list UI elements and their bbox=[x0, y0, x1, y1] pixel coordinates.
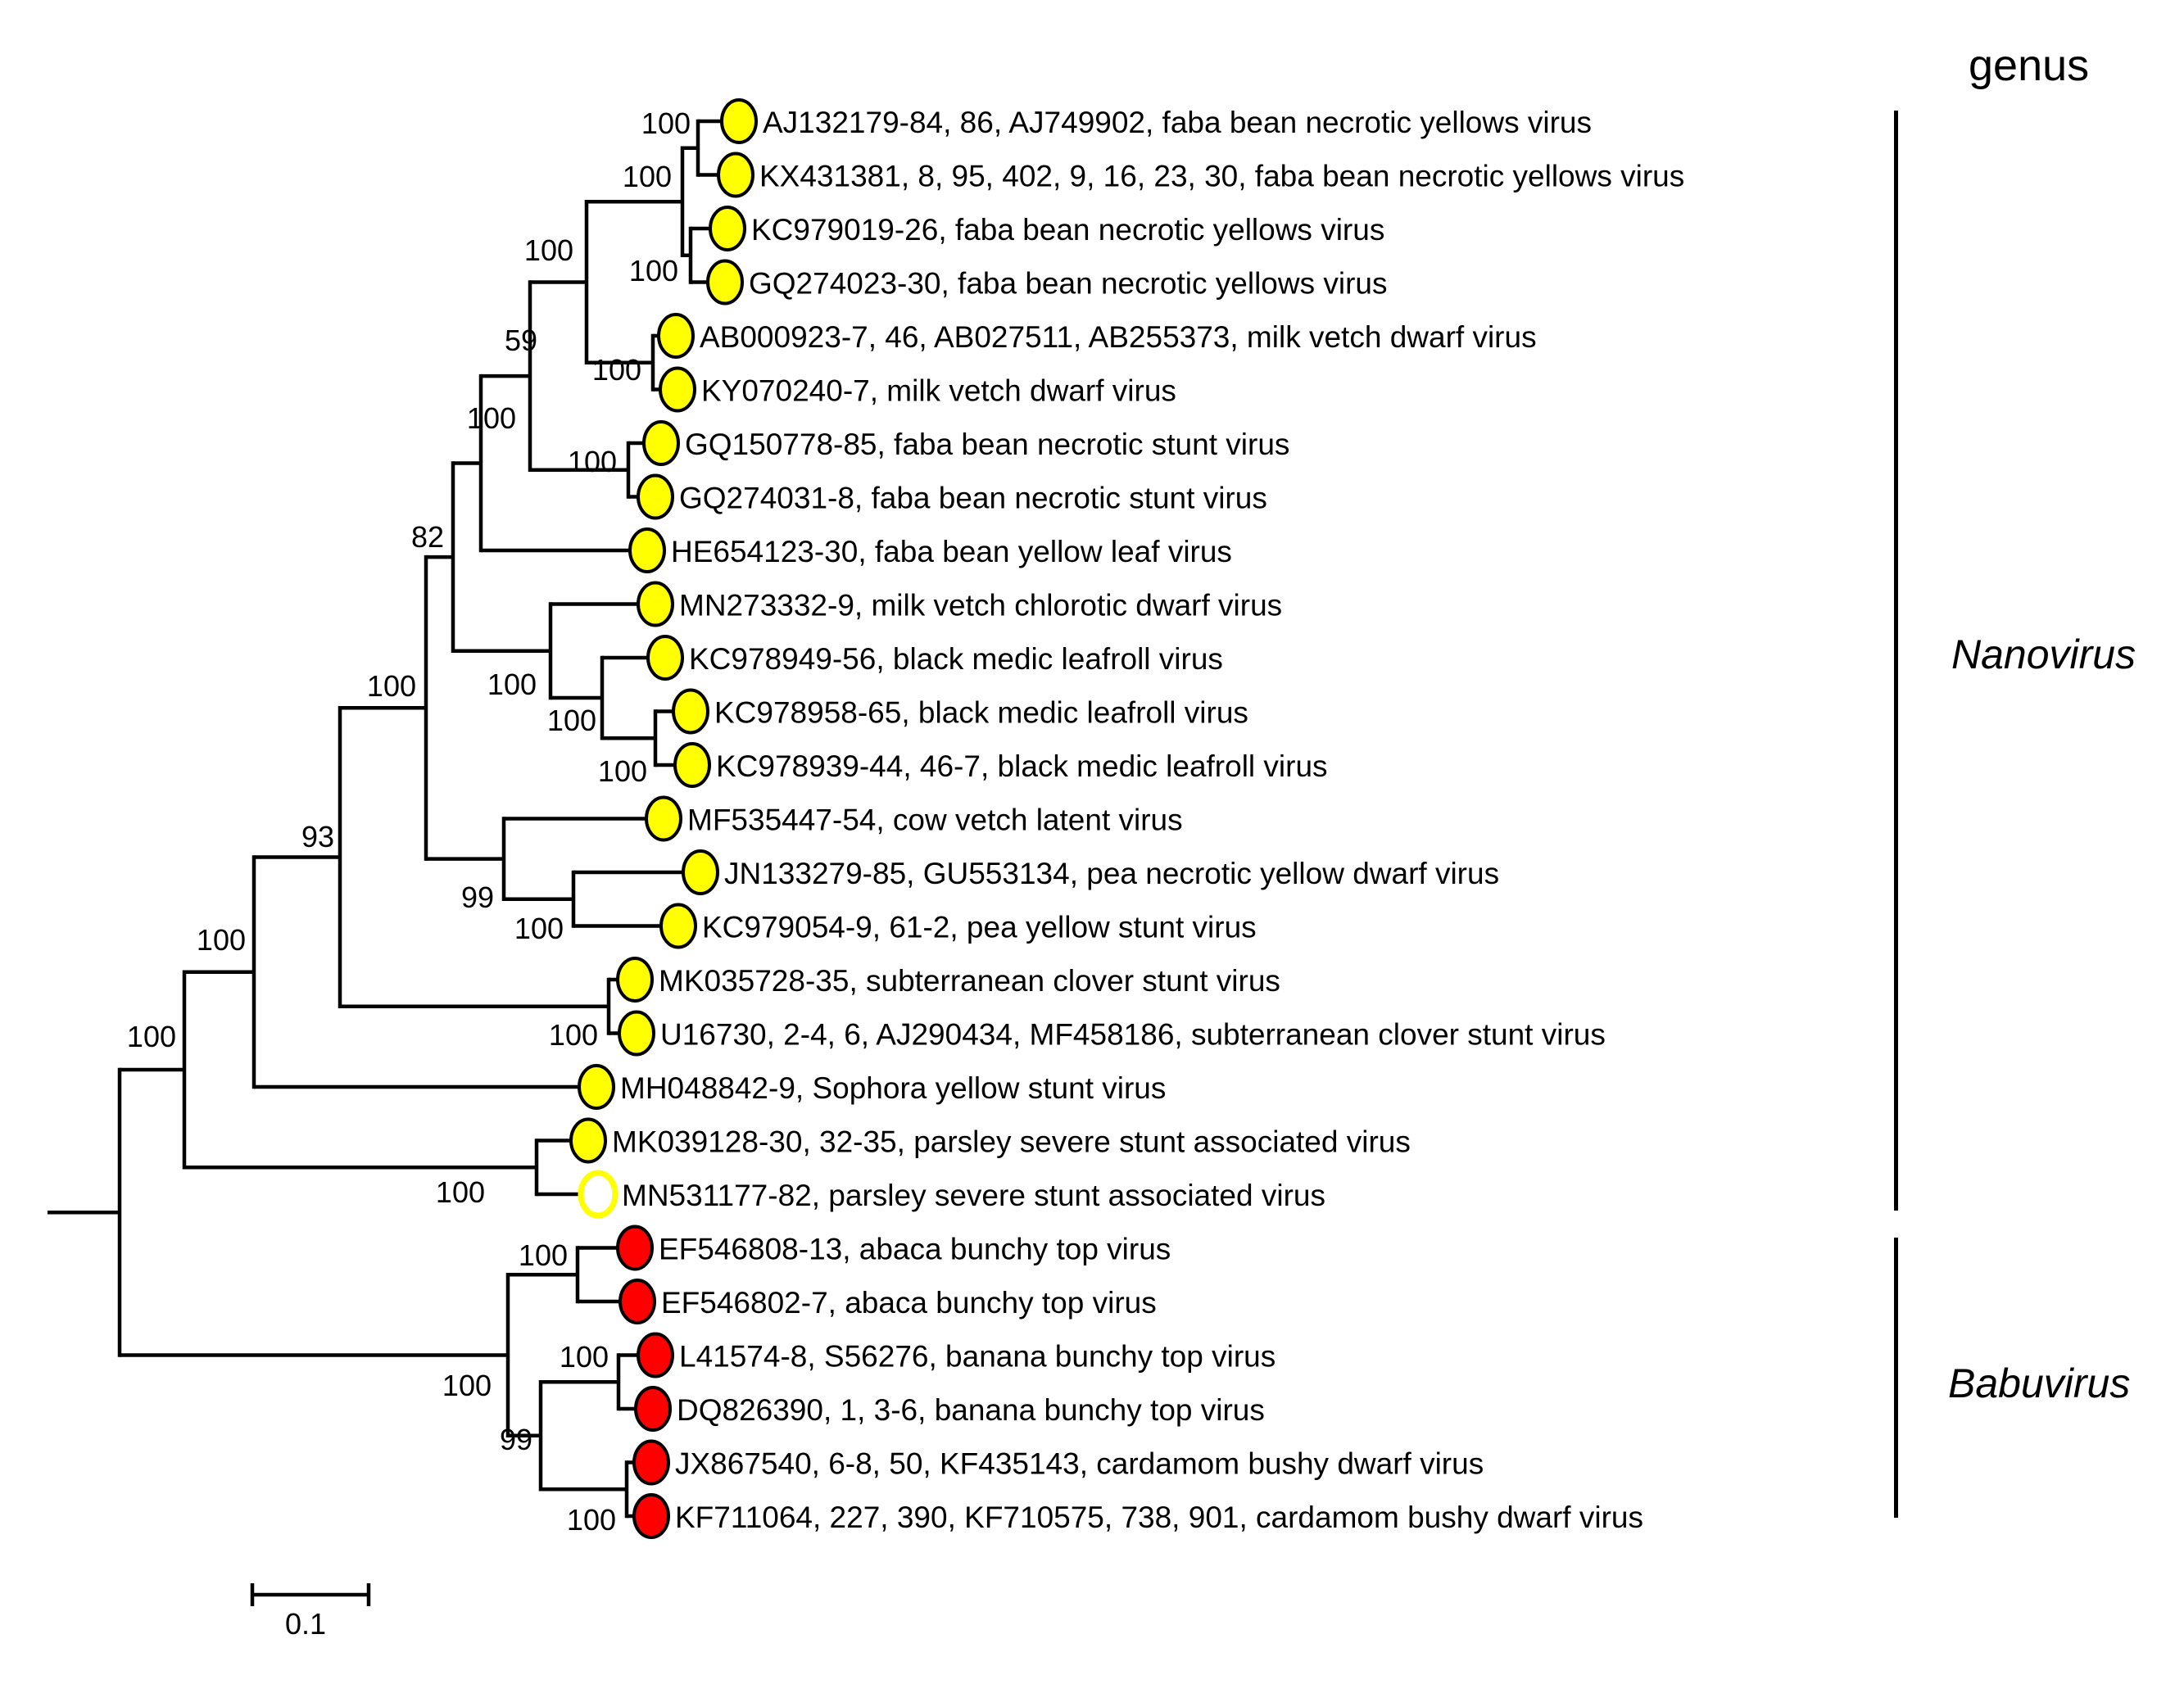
taxon-label: KY070240-7, milk vetch dwarf virus bbox=[701, 373, 1176, 408]
bootstrap-support-label: 100 bbox=[622, 160, 672, 193]
taxon-label: KC978958-65, black medic leafroll virus bbox=[714, 695, 1248, 730]
tree-layer bbox=[48, 100, 1684, 1537]
bootstrap-support-label: 100 bbox=[196, 923, 246, 957]
genus-label-babuvirus: Babuvirus bbox=[1948, 1360, 2131, 1406]
nanovirus-tip-circle bbox=[638, 583, 673, 626]
taxon-label: AB000923-7, 46, AB027511, AB255373, milk vetch dwarf virus bbox=[700, 320, 1537, 354]
bootstrap-support-label: 100 bbox=[466, 401, 516, 435]
taxon-label: KC979019-26, faba bean necrotic yellows virus bbox=[751, 213, 1385, 247]
bootstrap-support-label: 100 bbox=[546, 704, 596, 737]
taxon-label: KC978939-44, 46-7, black medic leafroll virus bbox=[716, 749, 1328, 783]
nanovirus-tip-circle bbox=[683, 851, 718, 894]
babuvirus-tip-circle bbox=[620, 1280, 655, 1323]
genus-column-header: genus bbox=[1969, 41, 2090, 90]
bootstrap-support-label: 82 bbox=[410, 520, 444, 554]
babuvirus-bracket-bar bbox=[1894, 1238, 1898, 1518]
nanovirus-tip-circle bbox=[579, 1066, 614, 1108]
nanovirus-tip-circle bbox=[718, 154, 753, 197]
taxon-label: JX867540, 6-8, 50, KF435143, cardamom bushy dwarf virus bbox=[675, 1446, 1484, 1481]
bootstrap-support-label: 100 bbox=[566, 1503, 616, 1537]
taxon-label: EF546808-13, abaca bunchy top virus bbox=[659, 1232, 1171, 1266]
bootstrap-support-label: 93 bbox=[301, 820, 334, 853]
genus-label-nanovirus: Nanovirus bbox=[1951, 632, 2136, 677]
bootstrap-support-label: 100 bbox=[126, 1020, 176, 1053]
nanovirus-tip-circle bbox=[722, 100, 756, 143]
bootstrap-support-label: 100 bbox=[591, 353, 641, 387]
scale-bar-label: 0.1 bbox=[284, 1607, 327, 1641]
nanovirus-tip-circle bbox=[638, 476, 673, 518]
bootstrap-support-label: 100 bbox=[628, 254, 678, 287]
nanovirus-tip-circle bbox=[710, 207, 745, 250]
nanovirus-tip-circle bbox=[648, 636, 682, 679]
nanovirus-tip-circle bbox=[660, 369, 695, 411]
nanovirus-tip-circle bbox=[661, 905, 696, 948]
bootstrap-support-label: 100 bbox=[518, 1238, 568, 1272]
babuvirus-tip-circle bbox=[634, 1495, 668, 1537]
bootstrap-support-label: 99 bbox=[460, 880, 494, 914]
taxon-label: KC978949-56, black medic leafroll virus bbox=[689, 642, 1223, 676]
taxon-label: JN133279-85, GU553134, pea necrotic yellow dwarf virus bbox=[724, 857, 1500, 890]
bootstrap-support-label: 100 bbox=[523, 233, 573, 267]
taxon-label: EF546802-7, abaca bunchy top virus bbox=[661, 1286, 1157, 1320]
bootstrap-support-label: 100 bbox=[366, 669, 416, 703]
bootstrap-support-label: 59 bbox=[504, 324, 537, 357]
bootstrap-support-label: 100 bbox=[487, 668, 537, 701]
taxon-label: AJ132179-84, 86, AJ749902, faba bean necrotic yellows virus bbox=[763, 106, 1592, 139]
bootstrap-support-label: 100 bbox=[567, 445, 617, 478]
taxon-label: HE654123-30, faba bean yellow leaf virus bbox=[671, 535, 1232, 568]
taxon-label: KF711064, 227, 390, KF710575, 738, 901, cardamom bushy dwarf virus bbox=[675, 1501, 1643, 1534]
nanovirus-tip-circle bbox=[619, 1012, 654, 1055]
bootstrap-support-label: 100 bbox=[597, 754, 647, 788]
babuvirus-tip-circle bbox=[618, 1227, 652, 1270]
taxon-label: GQ274023-30, faba bean necrotic yellows virus bbox=[749, 266, 1388, 301]
nanovirus-tip-circle bbox=[618, 958, 652, 1001]
babuvirus-tip-circle bbox=[638, 1334, 673, 1377]
bootstrap-support-label: 99 bbox=[499, 1423, 532, 1456]
nanovirus-tip-circle bbox=[673, 690, 708, 733]
bootstrap-support-label: 100 bbox=[514, 912, 564, 945]
nanovirus-tip-circle bbox=[675, 744, 709, 786]
taxon-label: MN273332-9, milk vetch chlorotic dwarf virus bbox=[679, 588, 1283, 622]
babuvirus-tip-circle bbox=[636, 1387, 670, 1430]
nanovirus-tip-circle bbox=[646, 798, 681, 840]
nanovirus-tip-circle bbox=[708, 261, 742, 304]
nanovirus-tip-circle bbox=[571, 1120, 605, 1162]
bootstrap-support-label: 100 bbox=[548, 1018, 598, 1052]
bootstrap-support-label: 100 bbox=[435, 1175, 485, 1209]
taxon-label: U16730, 2-4, 6, AJ290434, MF458186, subterranean clover stunt virus bbox=[660, 1017, 1606, 1052]
nanovirus-tip-circle bbox=[644, 422, 678, 464]
bootstrap-support-label: 100 bbox=[559, 1340, 609, 1374]
bootstrap-support-label: 100 bbox=[641, 106, 691, 140]
taxon-label: KX431381, 8, 95, 402, 9, 16, 23, 30, faba bean necrotic yellows virus bbox=[759, 159, 1685, 193]
taxon-label: MN531177-82, parsley severe stunt associated virus bbox=[622, 1179, 1325, 1212]
babuvirus-tip-circle bbox=[634, 1442, 668, 1484]
taxon-label: GQ150778-85, faba bean necrotic stunt virus bbox=[685, 428, 1290, 461]
scale-bar bbox=[252, 1583, 369, 1641]
taxon-label: MK035728-35, subterranean clover stunt virus bbox=[659, 964, 1280, 998]
taxon-label: MK039128-30, 32-35, parsley severe stunt associated virus bbox=[612, 1125, 1411, 1159]
nanovirus-tip-circle bbox=[630, 529, 664, 572]
bootstrap-support-label: 100 bbox=[442, 1369, 492, 1402]
nanovirus-tip-circle bbox=[659, 315, 693, 357]
taxon-label: L41574-8, S56276, banana bunchy top virus bbox=[679, 1339, 1276, 1374]
taxon-label: MF535447-54, cow vetch latent virus bbox=[687, 803, 1183, 837]
taxon-label: GQ274031-8, faba bean necrotic stunt virus bbox=[679, 481, 1267, 515]
nanovirus-bracket-bar bbox=[1894, 111, 1898, 1211]
taxon-label: DQ826390, 1, 3-6, banana bunchy top virus bbox=[677, 1393, 1265, 1427]
nanovirus-tip-circle bbox=[581, 1173, 615, 1215]
taxon-label: MH048842-9, Sophora yellow stunt virus bbox=[620, 1071, 1167, 1105]
taxon-label: KC979054-9, 61-2, pea yellow stunt virus bbox=[702, 910, 1257, 944]
